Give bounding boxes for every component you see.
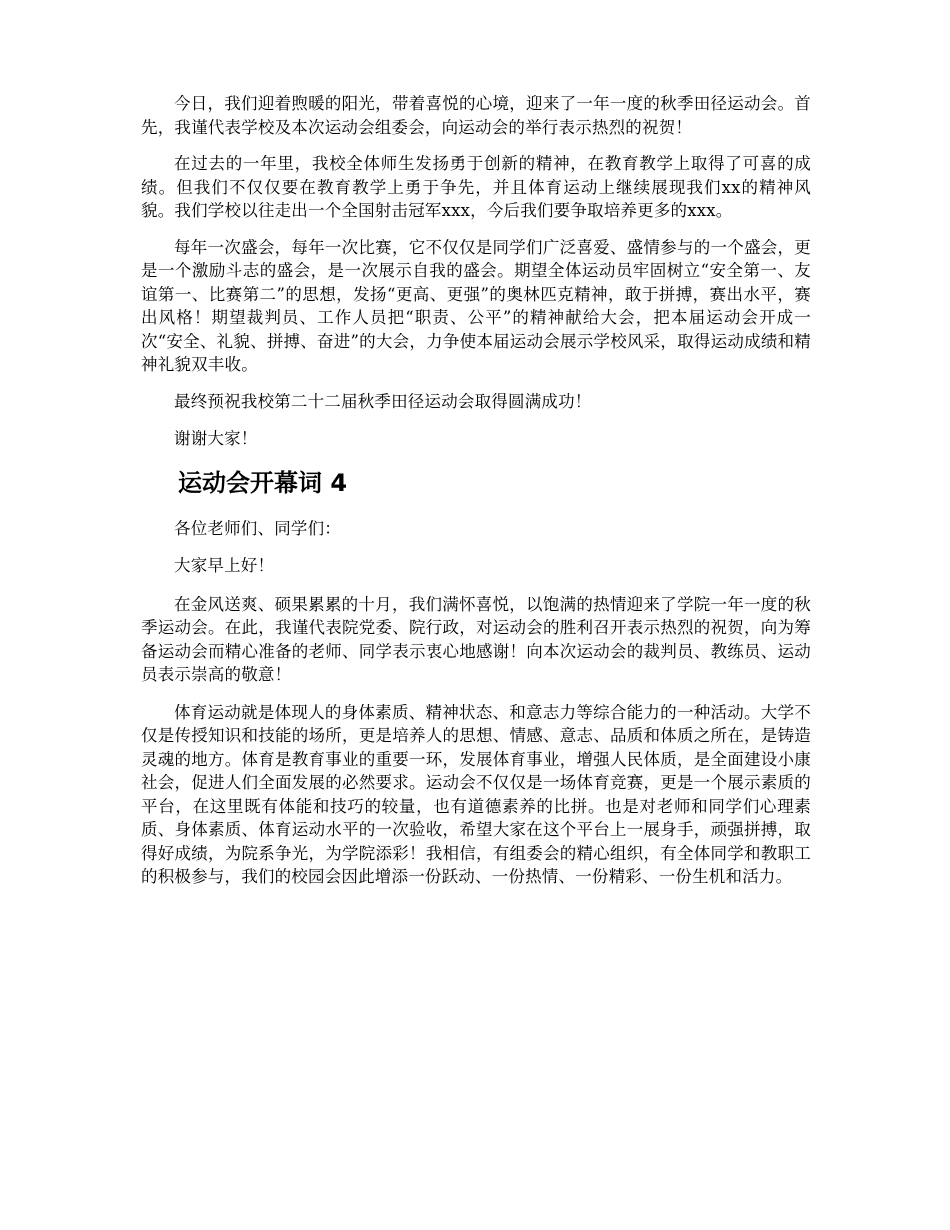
paragraph-opening-greeting: 今日，我们迎着煦暖的阳光，带着喜悦的心境，迎来了一年一度的秋季田径运动会。首先，我谨代表学校及本次运动会组委会，向运动会的举行表示热烈的祝贺！ [141, 94, 811, 137]
paragraph-annual-event: 每年一次盛会，每年一次比赛，它不仅仅是同学们广泛喜爱、盛情参与的一个盛会，更是一个激励斗志的盛会，是一次展示自我的盛会。期望全体运动员牢固树立“安全第一、友谊第一、比赛第二”的思想，发扬“更高、更强”的奥林匹克精神，敢于拼搏，赛出水平，赛出风格！期望裁判员、工作人员把“职责、公平”的精神献给大会，把本届运动会开成一次“安全、礼貌、拼搏、奋进”的大会，力争使本届运动会展示学校风采，取得运动成绩和精神礼貌双丰收。 [141, 237, 811, 374]
paragraph-salutation: 各位老师们、同学们： [174, 518, 341, 538]
paragraph-sports-significance: 体育运动就是体现人的身体素质、精神状态、和意志力等综合能力的一种活动。大学不仅是传授知识和技能的场所，更是培养人的思想、情感、意志、品质和体质之所在，是铸造灵魂的地方。体育是教育事业的重要一环，发展体育事业，增强人民体质，是全面建设小康社会，促进人们全面发展的必然要求。运动会不仅仅是一场体育竞赛，更是一个展示素质的平台，在这里既有体能和技巧的较量，也有道德素养的比拼。也是对老师和同学们心理素质、身体素质、体育运动水平的一次验收，希望大家在这个平台上一展身手，顽强拼搏，取得好成绩，为院系争光，为学院添彩！我相信，有组委会的精心组织，有全体同学和教职工的积极参与，我们的校园会因此增添一份跃动、一份热情、一份精彩、一份生机和活力。 [141, 702, 811, 886]
paragraph-past-year-achievements: 在过去的一年里，我校全体师生发扬勇于创新的精神，在教育教学上取得了可喜的成绩。但我们不仅仅要在教育教学上勇于争先，并且体育运动上继续展现我们xx的精神风貌。我们学校以往走出一个全国射击冠军xxx，今后我们要争取培养更多的xxx。 [141, 154, 811, 220]
paragraph-final-wishes: 最终预祝我校第二十二届秋季田径运动会取得圆满成功！ [174, 391, 592, 411]
paragraph-thanks: 谢谢大家！ [174, 429, 258, 448]
paragraph-autumn-welcome: 在金风送爽、硕果累累的十月，我们满怀喜悦，以饱满的热情迎来了学院一年一度的秋季运动会。在此，我谨代表院党委、院行政，对运动会的胜利召开表示热烈的祝贺，向为筹备运动会而精心准备的老师、同学表示衷心地感谢！向本次运动会的裁判员、教练员、运动员表示崇高的敬意！ [141, 594, 811, 684]
document-page [141, 92, 811, 889]
paragraph-good-morning: 大家早上好！ [174, 556, 275, 575]
section-heading: 运动会开幕词 4 [178, 468, 348, 497]
